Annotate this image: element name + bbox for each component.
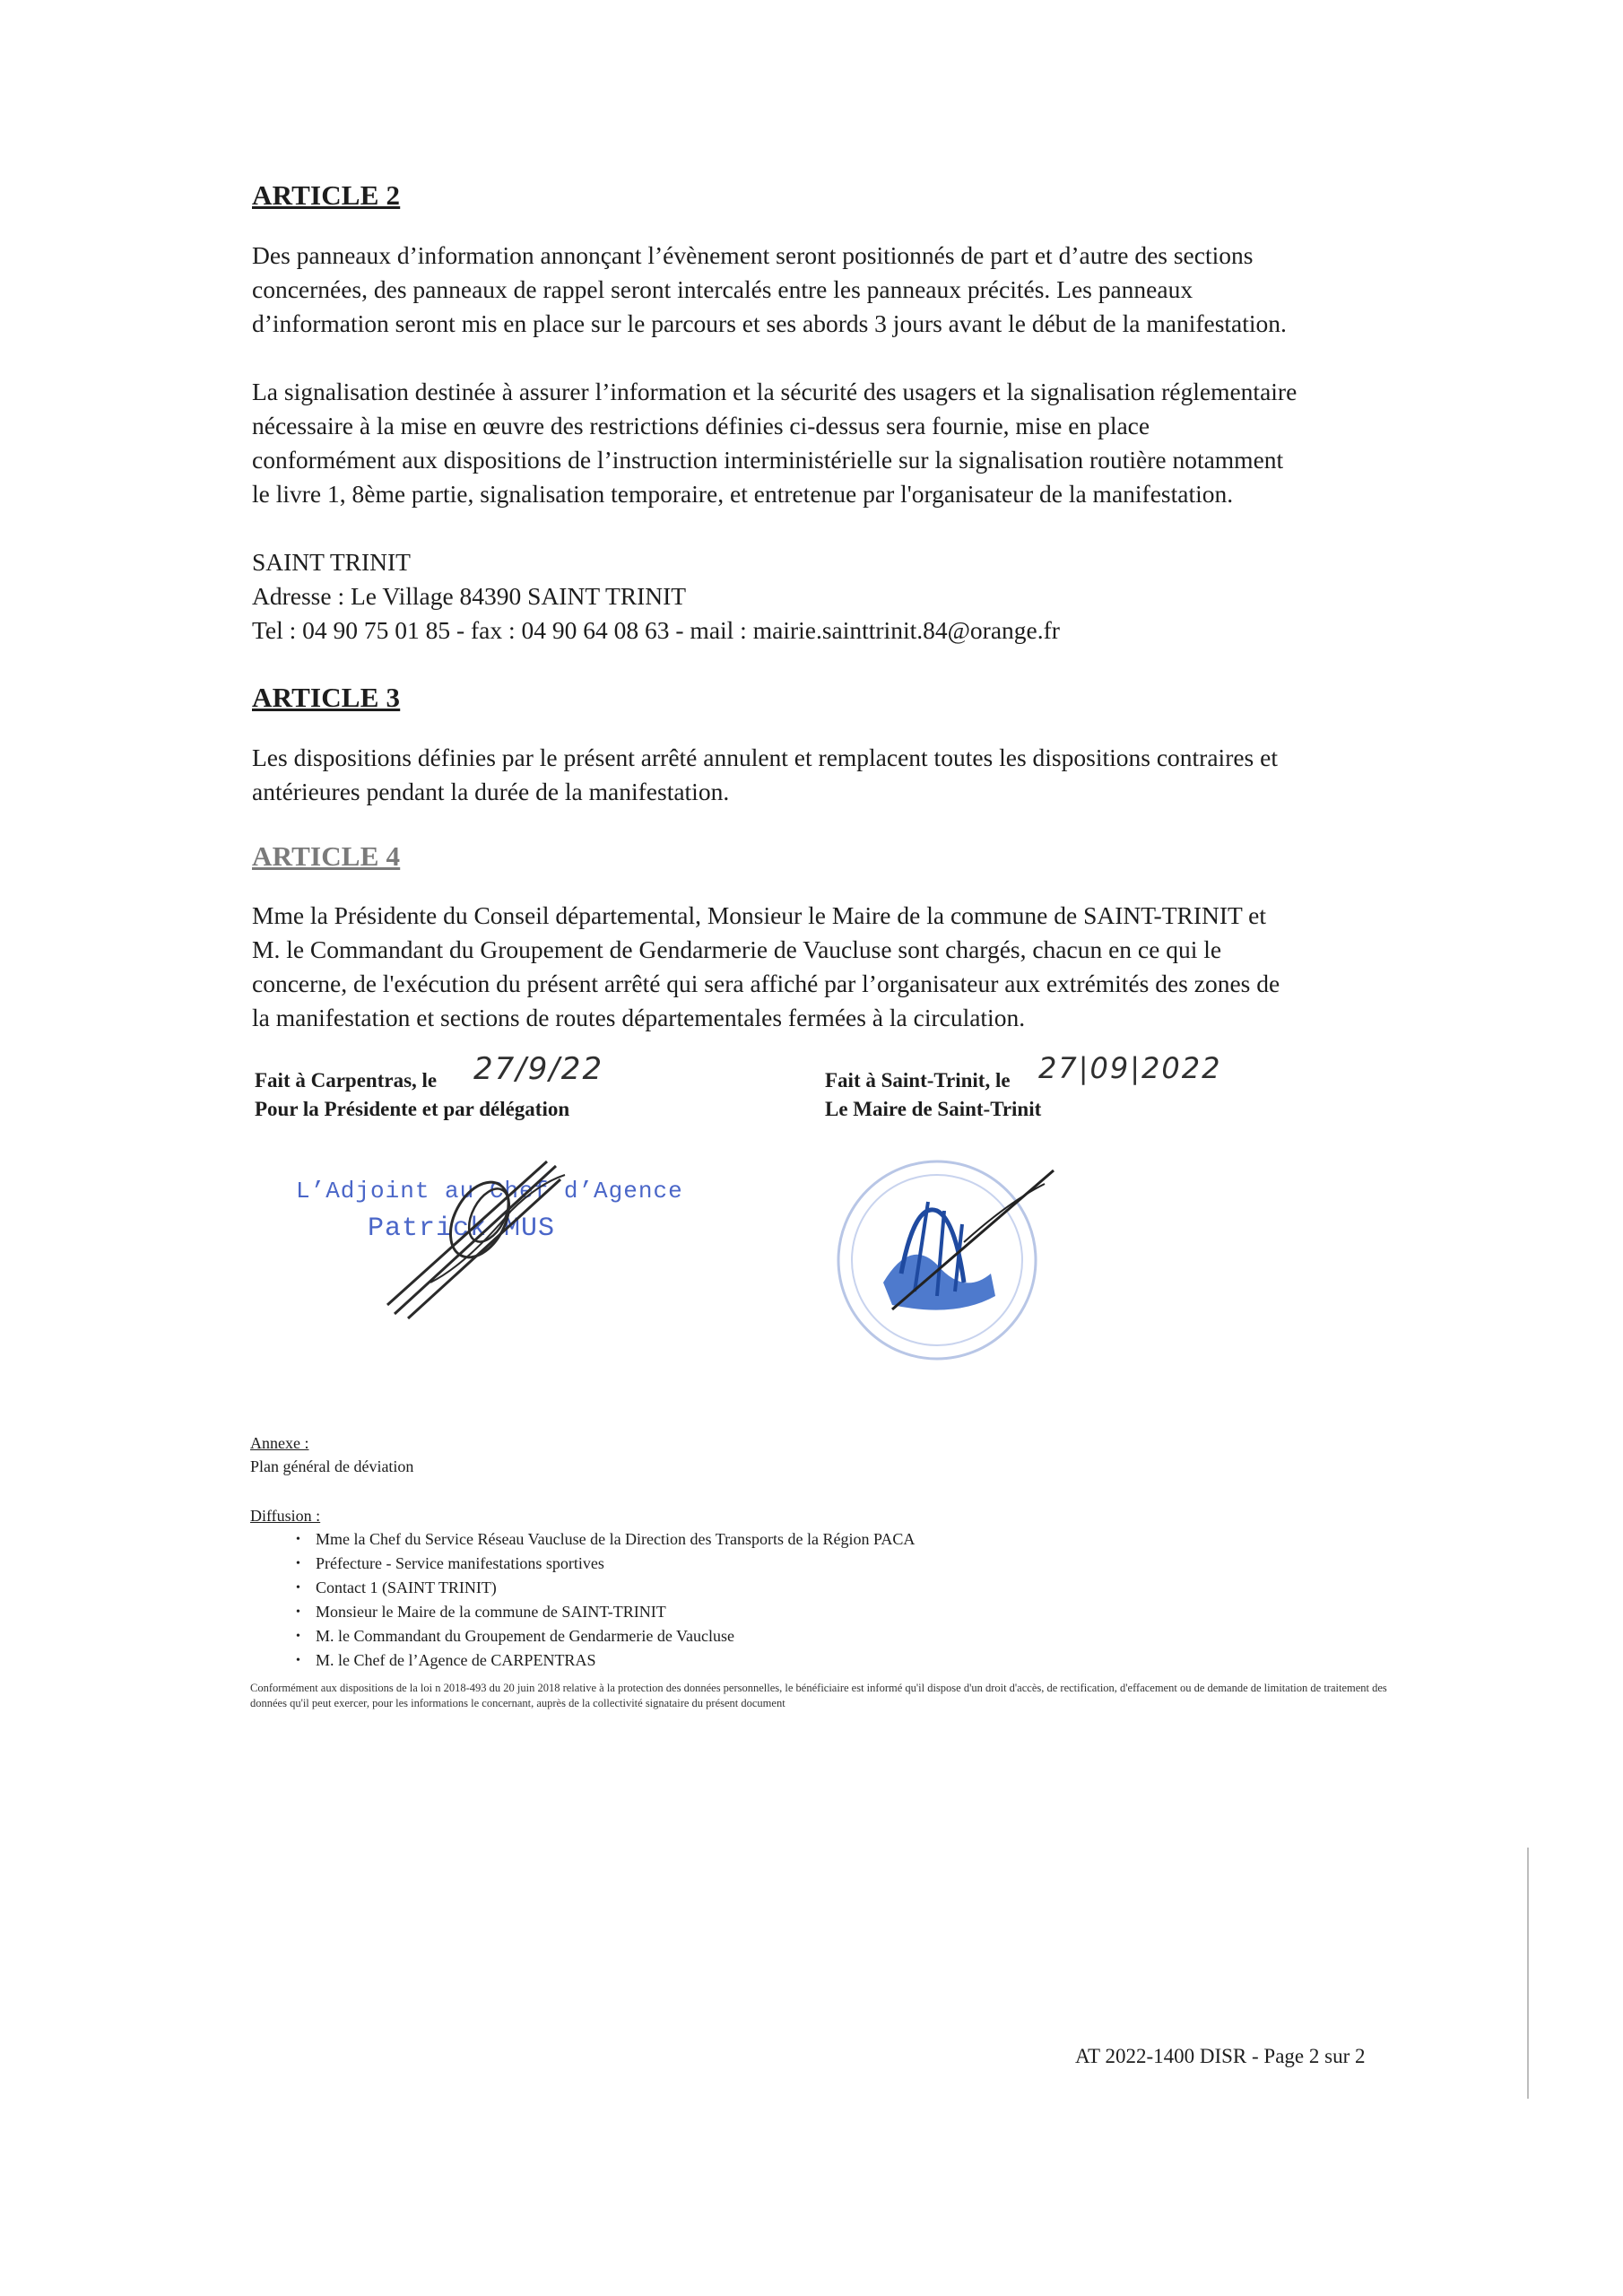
right-handwritten-date: 27|09|2022 bbox=[1038, 1051, 1222, 1085]
text-line: le livre 1, 8ème partie, signalisation temporaire, et entretenue par l'organisateur de la manifestation. bbox=[252, 480, 1234, 508]
address-line: Adresse : Le Village 84390 SAINT TRINIT bbox=[252, 582, 687, 610]
text-line: antérieures pendant la durée de la manifestation. bbox=[252, 778, 730, 805]
text-line: nécessaire à la mise en œuvre des restrictions définies ci-dessus sera fournie, mise en place bbox=[252, 412, 1150, 439]
diffusion-list bbox=[296, 1527, 915, 1673]
text-line: d’information seront mis en place sur le parcours et ses abords 3 jours avant le début de la manifestation. bbox=[252, 309, 1287, 337]
text-line: Mme la Présidente du Conseil départemental, Monsieur le Maire de la commune de SAINT-TRINIT et bbox=[252, 901, 1267, 929]
left-place-label: Fait à Carpentras, le bbox=[255, 1069, 438, 1091]
article-3-paragraph bbox=[252, 741, 1391, 809]
right-signature-place: Fait à Saint-Trinit, le bbox=[825, 1069, 1011, 1091]
left-signature-role: Pour la Présidente et par délégation bbox=[255, 1098, 570, 1120]
diffusion-item: • Préfecture - Service manifestations sportives bbox=[296, 1552, 915, 1576]
agency-stamp-line-2: Patrick MUS bbox=[368, 1213, 556, 1244]
right-signature-role: Le Maire de Saint-Trinit bbox=[825, 1098, 1042, 1120]
page-footer: AT 2022-1400 DISR - Page 2 sur 2 bbox=[1075, 2045, 1366, 2067]
annexe-label: Annexe : bbox=[250, 1434, 309, 1452]
diffusion-label: Diffusion : bbox=[250, 1507, 321, 1525]
text-line: Des panneaux d’information annonçant l’évènement seront positionnés de part et d’autre des sections bbox=[252, 241, 1254, 269]
article-2-paragraph-2 bbox=[252, 375, 1391, 511]
diffusion-item: • M. le Commandant du Groupement de Gendarmerie de Vaucluse bbox=[296, 1624, 915, 1648]
diffusion-item: • M. le Chef de l’Agence de CARPENTRAS bbox=[296, 1648, 915, 1673]
diffusion-item: • Monsieur le Maire de la commune de SAINT-TRINIT bbox=[296, 1600, 915, 1624]
diffusion-item: • Contact 1 (SAINT TRINIT) bbox=[296, 1576, 915, 1600]
address-contact: Tel : 04 90 75 01 85 - fax : 04 90 64 08 63 - mail : mairie.sainttrinit.84@orange.fr bbox=[252, 616, 1060, 644]
article-2-heading: ARTICLE 2 bbox=[252, 179, 401, 211]
article-4-paragraph bbox=[252, 899, 1391, 1035]
text-line: M. le Commandant du Groupement de Gendarmerie de Vaucluse sont chargés, chacun en ce qui le bbox=[252, 935, 1222, 963]
text-line: Les dispositions définies par le présent arrêté annulent et remplacent toutes les dispositions contraires et bbox=[252, 744, 1278, 771]
text-line: La signalisation destinée à assurer l’information et la sécurité des usagers et la signalisation réglementaire bbox=[252, 378, 1298, 405]
address-block bbox=[252, 545, 1060, 648]
text-line: concerne, de l'exécution du présent arrêté qui sera affiché par l’organisateur aux extrémités des zones de bbox=[252, 970, 1280, 997]
annexe-text: Plan général de déviation bbox=[250, 1457, 414, 1475]
text-line: conformément aux dispositions de l’instruction interministérielle sur la signalisation routière notamment bbox=[252, 446, 1284, 474]
diffusion-item: • Mme la Chef du Service Réseau Vaucluse de la Direction des Transports de la Région PACA bbox=[296, 1527, 915, 1552]
article-2-paragraph-1 bbox=[252, 239, 1391, 341]
left-signature-scribble bbox=[377, 1157, 583, 1327]
town-seal-stamp bbox=[829, 1148, 1063, 1372]
scan-edge-line bbox=[1527, 1848, 1529, 2099]
agency-stamp-line-1: L’Adjoint au Chef d’Agence bbox=[296, 1178, 683, 1205]
text-line: la manifestation et sections de routes départementales fermées à la circulation. bbox=[252, 1004, 1026, 1031]
address-name: SAINT TRINIT bbox=[252, 548, 411, 576]
annexe-block bbox=[250, 1431, 413, 1478]
data-protection-notice: Conformément aux dispositions de la loi n 2018-493 du 20 juin 2018 relative à la protection des données personnelles, le bénéficiaire est informé qu'il dispose d'un droit d'accès, de rectification, d'effacement ou de demande de limitation de traitement des données qu'il peut exercer, pour les informations le concernant, auprès de la collectivité signataire du présent document bbox=[250, 1682, 1387, 1709]
text-line: concernées, des panneaux de rappel seront intercalés entre les panneaux précités. Les panneaux bbox=[252, 275, 1193, 303]
article-4-heading: ARTICLE 4 bbox=[252, 840, 401, 872]
article-3-heading: ARTICLE 3 bbox=[252, 682, 401, 713]
left-signature-place bbox=[255, 1069, 437, 1092]
left-handwritten-date: 27/9/22 bbox=[473, 1051, 604, 1087]
